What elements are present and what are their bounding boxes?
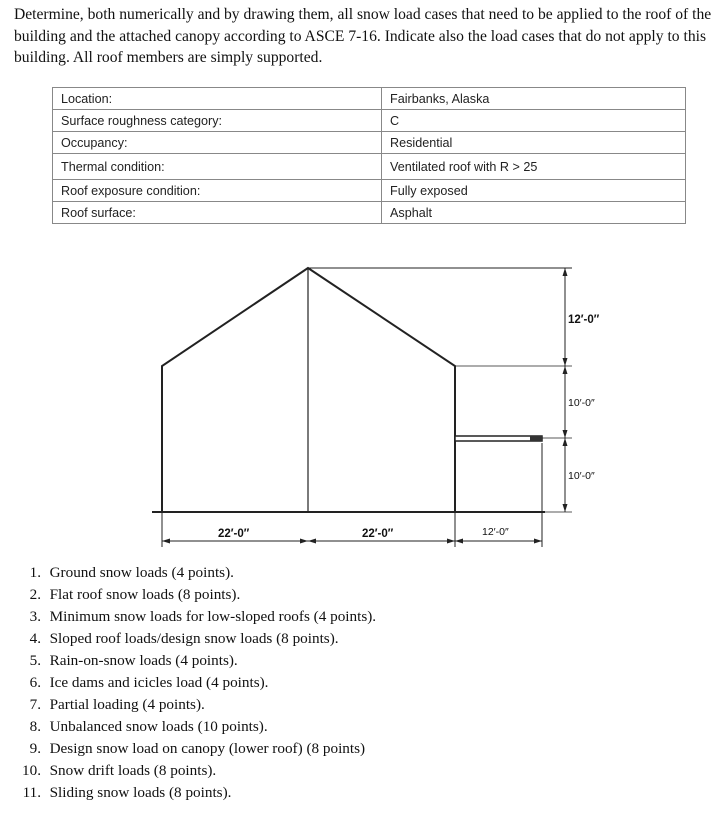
dimension-arrow xyxy=(563,504,568,512)
list-item: 10. Snow drift loads (8 points). xyxy=(22,762,217,779)
list-item: 7. Partial loading (4 points). xyxy=(29,696,205,713)
right-width-dimension: 22′-0″ xyxy=(362,528,394,540)
upper-wall-dimension: 10′-0″ xyxy=(568,397,595,409)
site-properties-table xyxy=(52,87,686,224)
property-value: Asphalt xyxy=(382,202,686,224)
canopy-width-dimension: 12′-0″ xyxy=(482,526,509,538)
problem-statement: Determine, both numerically and by drawing them, all snow load cases that need to be applied to the roof of the building and the attached canopy according to ASCE 7-16. Indicate also the load cases that do not apply to this building. All roof members are simply supported. xyxy=(14,6,712,67)
table-row xyxy=(53,132,686,154)
canopy-tip xyxy=(530,436,542,441)
property-label: Roof exposure condition: xyxy=(53,180,382,202)
canopy xyxy=(455,436,542,441)
property-label: Thermal condition: xyxy=(53,154,382,180)
list-item: 3. Minimum snow loads for low-sloped roofs (4 points). xyxy=(29,608,377,625)
question-list xyxy=(14,562,714,804)
building-elevation-drawing xyxy=(0,240,728,555)
dimension-arrow xyxy=(563,268,568,276)
left-width-dimension: 22′-0″ xyxy=(218,528,250,540)
list-item: 8. Unbalanced snow loads (10 points). xyxy=(29,718,268,735)
table-row xyxy=(53,154,686,180)
dimension-arrow xyxy=(308,539,316,544)
list-item: 5. Rain-on-snow loads (4 points). xyxy=(29,652,238,669)
dimension-arrow xyxy=(534,539,542,544)
dimension-arrow xyxy=(455,539,463,544)
property-label: Location: xyxy=(53,88,382,110)
table-row xyxy=(53,110,686,132)
list-item: 6. Ice dams and icicles load (4 points). xyxy=(29,674,269,691)
lower-wall-dimension: 10′-0″ xyxy=(568,470,595,482)
dimension-arrow xyxy=(563,366,568,374)
property-label: Roof surface: xyxy=(53,202,382,224)
dimension-arrow xyxy=(563,430,568,438)
property-label: Occupancy: xyxy=(53,132,382,154)
list-item: 1. Ground snow loads (4 points). xyxy=(29,564,234,581)
table-row xyxy=(53,180,686,202)
list-item: 9. Design snow load on canopy (lower roof) (8 points) xyxy=(29,740,366,757)
dimension-arrow xyxy=(447,539,455,544)
dimension-arrow xyxy=(563,438,568,446)
list-item: 11. Sliding snow loads (8 points). xyxy=(22,784,232,801)
dimension-arrow xyxy=(162,539,170,544)
property-label: Surface roughness category: xyxy=(53,110,382,132)
table-row xyxy=(53,88,686,110)
property-value: Fully exposed xyxy=(382,180,686,202)
list-item: 2. Flat roof snow loads (8 points). xyxy=(29,586,241,603)
dimension-arrow xyxy=(563,358,568,366)
roof-height-dimension: 12′-0″ xyxy=(568,314,600,326)
property-value: C xyxy=(382,110,686,132)
property-value: Fairbanks, Alaska xyxy=(382,88,686,110)
list-item: 4. Sloped roof loads/design snow loads (8 points). xyxy=(29,630,339,647)
dimension-arrow xyxy=(300,539,308,544)
property-value: Ventilated roof with R > 25 xyxy=(382,154,686,180)
property-value: Residential xyxy=(382,132,686,154)
table-row xyxy=(53,202,686,224)
